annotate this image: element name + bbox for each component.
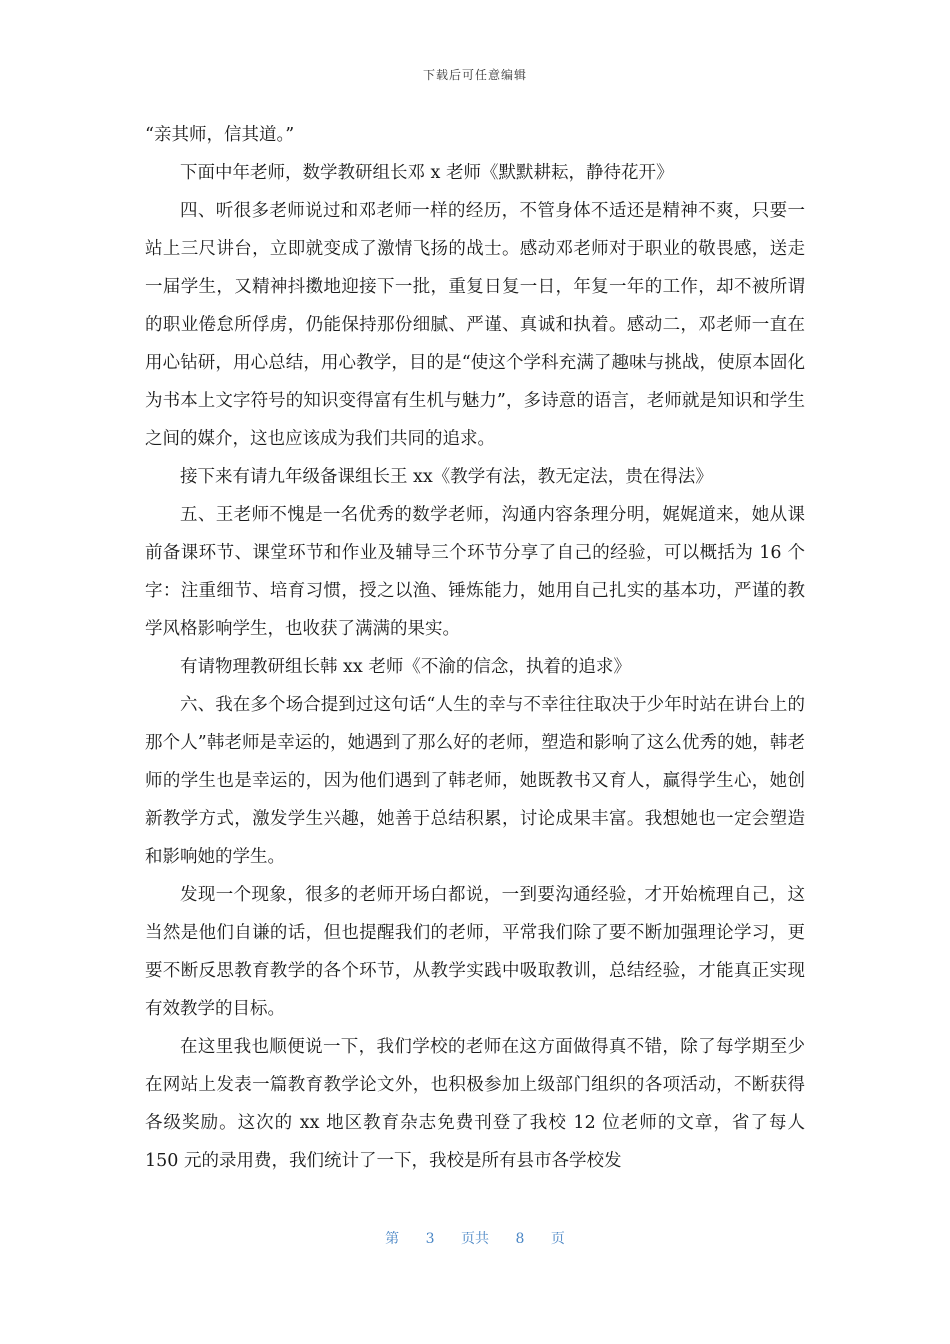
page-footer [0, 1228, 950, 1248]
paragraph-section-five: 五、王老师不愧是一名优秀的数学老师，沟通内容条理分明，娓娓道来，她从课前备课环节、课堂环节和作业及辅导三个环节分享了自己的经验，可以概括为 16 个字：注重细节、培育习惯，授之以渔、锤炼能力，她用自己扎实的基本功，严谨的教学风格影响学生，也收获了满满的果实。 [145, 505, 805, 639]
page-header: 下载后可任意编辑 [422, 68, 527, 82]
paragraph-school-achievements: 在这里我也顺便说一下，我们学校的老师在这方面做得真不错，除了每学期至少在网站上发表一篇教育教学论文外，也积极参加上级部门组织的各项活动，不断获得各级奖励。这次的 xx 地区教育杂志免费刊登了我校 12 位老师的文章，省了每人 150 元的录用费，我们统计了一下，我校是所有县市各学校发 [145, 1037, 805, 1171]
footer-prefix: 第 [385, 1231, 400, 1247]
paragraph-observation: 发现一个现象，很多的老师开场白都说，一到要沟通经验，才开始梳理自己，这当然是他们自谦的话，但也提醒我们的老师，平常我们除了要不断加强理论学习，更要不断反思教育教学的各个环节，从教学实践中吸取教训，总结经验，才能真正实现有效教学的目标。 [145, 885, 805, 1019]
paragraph-intro-deng: 下面中年老师，数学教研组长邓 x 老师《默默耕耘，静待花开》 [180, 163, 674, 183]
document-body [145, 116, 805, 1180]
footer-middle: 页共 [461, 1231, 489, 1247]
paragraph-intro-han: 有请物理教研组长韩 xx 老师《不渝的信念，执着的追求》 [180, 657, 631, 677]
paragraph-quote: “亲其师，信其道。” [145, 125, 295, 145]
footer-current-page: 3 [425, 1231, 435, 1247]
paragraph-intro-wang: 接下来有请九年级备课组长王 xx《教学有法，教无定法，贵在得法》 [180, 467, 713, 487]
footer-suffix: 页 [550, 1231, 565, 1247]
paragraph-section-six: 六、我在多个场合提到过这句话“人生的幸与不幸往往取决于少年时站在讲台上的那个人”韩老师是幸运的，她遇到了那么好的老师，塑造和影响了这么优秀的她，韩老师的学生也是幸运的，因为他们遇到了韩老师，她既教书又育人，赢得学生心，她创新教学方式，激发学生兴趣，她善于总结积累，讨论成果丰富。我想她也一定会塑造和影响她的学生。 [145, 695, 805, 867]
footer-total-pages: 8 [515, 1231, 525, 1247]
paragraph-section-four: 四、听很多老师说过和邓老师一样的经历，不管身体不适还是精神不爽，只要一站上三尺讲台，立即就变成了激情飞扬的战士。感动邓老师对于职业的敬畏感，送走一届学生，又精神抖擞地迎接下一批，重复日复一日，年复一年的工作，却不被所谓的职业倦怠所俘虏，仍能保持那份细腻、严谨、真诚和执着。感动二，邓老师一直在用心钻研，用心总结，用心教学，目的是“使这个学科充满了趣味与挑战，使原本固化为书本上文字符号的知识变得富有生机与魅力”，多诗意的语言，老师就是知识和学生之间的媒介，这也应该成为我们共同的追求。 [145, 201, 805, 449]
